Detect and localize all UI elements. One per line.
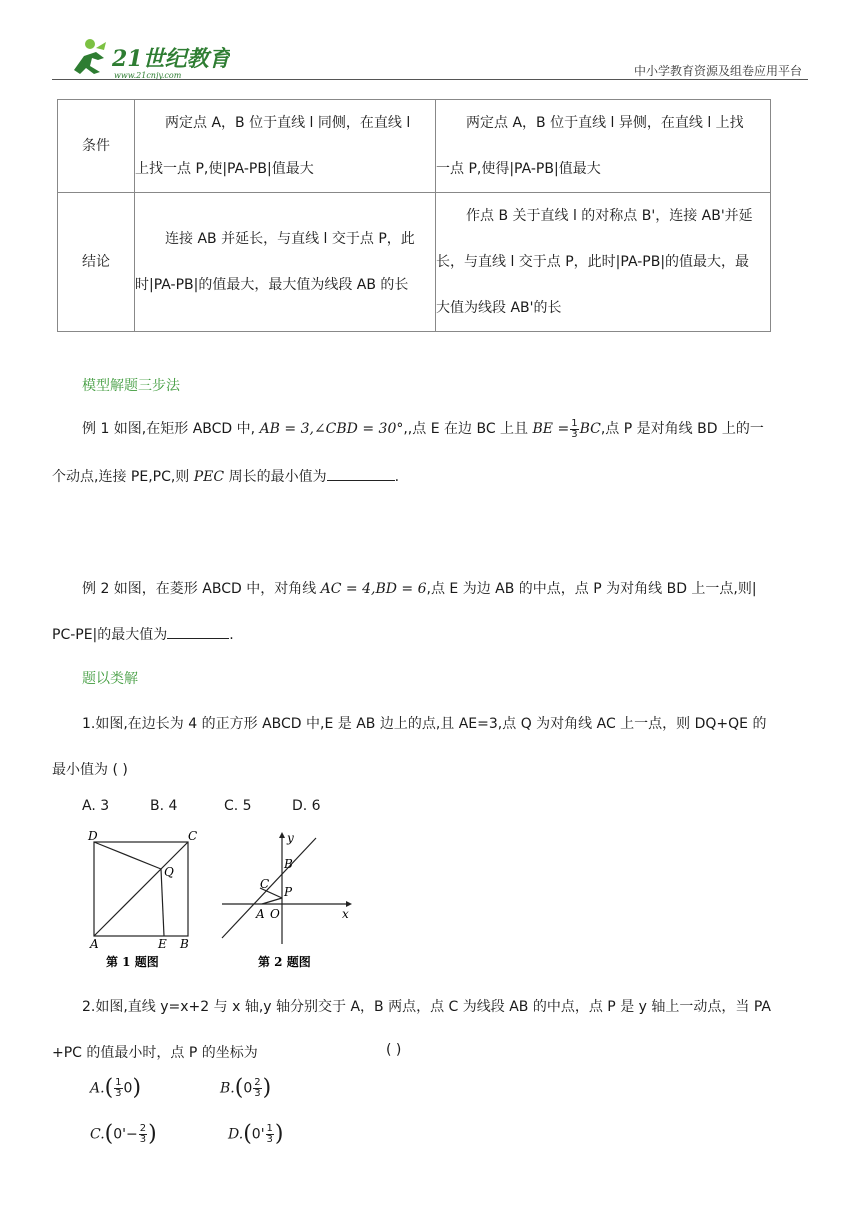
numerator: 2 [254, 1077, 261, 1088]
option-label: D. [228, 1126, 244, 1143]
label-x: x [342, 907, 349, 921]
figure-1-square [84, 826, 204, 972]
header-divider [52, 79, 808, 80]
cell-line: 两定点 A，B 位于直线 l 异侧，在直线 l 上找 [466, 115, 744, 131]
row-header: 结论 [58, 193, 135, 332]
math: AB = 3,∠CBD = 30° [259, 421, 404, 437]
fraction [253, 1078, 261, 1099]
option-b: B. 4 [150, 798, 178, 814]
answer-paren: ( ) [386, 1042, 402, 1058]
text: ,点 E 为边 AB 的中点，点 P 为对角线 BD 上一点,则| [426, 581, 757, 597]
minus-sign: − [126, 1126, 138, 1143]
table-row [58, 193, 771, 332]
denominator: 3 [115, 1088, 122, 1099]
option-d [228, 1121, 284, 1147]
denominator: 3 [571, 428, 578, 440]
question-1-line-1: 1.如图,在边长为 4 的正方形 ABCD 中,E 是 AB 边上的点,且 AE=3,点 Q 为对角线 AC 上一点，则 DQ+QE 的 [82, 716, 767, 732]
option-c [90, 1121, 157, 1147]
fraction [139, 1124, 147, 1145]
option-a: A. 3 [82, 798, 110, 814]
table-row [58, 100, 771, 193]
table-cell [135, 100, 436, 193]
logo-url: www.21cnjy.com [114, 71, 182, 80]
coord-pre: 0 [243, 1080, 253, 1097]
fraction [570, 419, 578, 440]
label-q: Q [164, 865, 174, 879]
text: 个动点,连接 PE,PC,则 [52, 469, 194, 485]
answer-blank [327, 480, 395, 481]
math: PEC [193, 469, 225, 485]
denominator: 3 [139, 1134, 147, 1145]
question-2-line-1: 2.如图,直线 y=x+2 与 x 轴,y 轴分别交于 A，B 两点，点 C 为线段 AB 的中点，点 P 是 y 轴上一动点，当 PA [82, 999, 771, 1015]
label-c: C [188, 829, 198, 843]
cell-line: 两定点 A，B 位于直线 l 同侧，在直线 l [165, 115, 411, 131]
cell-line: 大值为线段 AB'的长 [436, 300, 562, 316]
cell-line: 长，与直线 l 交于点 P，此时|PA-PB|的值最大，最 [436, 254, 750, 270]
cell-line: 上找一点 P,使|PA-PB|值最大 [135, 161, 314, 177]
math: BE = [532, 421, 570, 437]
comparison-table [57, 99, 771, 332]
section-heading: 题以类解 [82, 671, 138, 687]
label-b: B [284, 857, 293, 871]
question-1-line-2: 最小值为 ( ) [52, 762, 128, 778]
section-heading: 模型解题三步法 [82, 378, 180, 394]
fraction [114, 1078, 122, 1099]
label-d: D [88, 829, 98, 843]
text: 例 1 如图,在矩形 ABCD 中, [82, 421, 260, 437]
label-b: B [180, 937, 189, 951]
table-cell [436, 100, 771, 193]
option-label: C. [90, 1126, 105, 1143]
fraction [266, 1124, 274, 1145]
coord-pre: 0' [251, 1126, 265, 1143]
coord-post: 0 [123, 1080, 133, 1097]
paren-open: ( [104, 1121, 114, 1147]
segment-dq [94, 842, 161, 869]
numerator: 1 [266, 1123, 273, 1134]
figure-2-coordinate [218, 826, 358, 972]
label-c: C [260, 877, 270, 891]
site-logo [60, 36, 230, 80]
option-label: B. [220, 1080, 235, 1097]
option-c: C. 5 [224, 798, 252, 814]
text: 周长的最小值为 [224, 469, 327, 485]
example-2-line-2 [52, 624, 234, 644]
text: . [394, 469, 400, 485]
text: 例 2 如图，在菱形 ABCD 中，对角线 [82, 581, 321, 597]
math: BC [579, 421, 601, 437]
diagonal-ac [94, 842, 188, 936]
table-cell [135, 193, 436, 332]
paren-close: ) [274, 1121, 284, 1147]
runner-logo-icon [60, 36, 230, 80]
text: . [229, 627, 234, 643]
numerator: 1 [115, 1077, 122, 1088]
paren-close: ) [262, 1075, 272, 1101]
label-a: A [256, 907, 265, 921]
text: ,点 P 是对角线 BD 上的一 [600, 421, 764, 437]
platform-name: 中小学教育资源及组卷应用平台 [633, 64, 802, 78]
label-a: A [90, 937, 99, 951]
segment-ap [262, 898, 282, 904]
label-o: O [270, 907, 280, 921]
cell-line: 一点 P,使得|PA-PB|值最大 [436, 161, 601, 177]
option-a [90, 1075, 142, 1101]
numerator: 1 [571, 417, 578, 429]
denominator: 3 [266, 1134, 273, 1145]
paren-close: ) [148, 1121, 157, 1147]
paren-close: ) [132, 1075, 142, 1101]
example-1-line-2 [52, 466, 399, 486]
paren-open: ( [243, 1121, 252, 1147]
option-label: A. [90, 1080, 105, 1097]
math: AC = 4,BD = 6 [320, 581, 427, 597]
logo-text: 21世纪教育 [112, 46, 230, 72]
row-header: 条件 [58, 100, 135, 193]
paren-open: ( [104, 1075, 114, 1101]
example-1-line-1 [82, 418, 764, 440]
figure-caption: 第 1 题图 [106, 955, 159, 969]
example-2-line-1 [82, 578, 757, 598]
label-e: E [158, 937, 167, 951]
label-y: y [287, 831, 294, 845]
cell-line: 作点 B 关于直线 l 的对称点 B'，连接 AB'并延 [466, 208, 753, 224]
cell-line: 时|PA-PB|的值最大，最大值为线段 AB 的长 [135, 277, 409, 293]
cell-line: 连接 AB 并延长，与直线 l 交于点 P，此 [165, 231, 415, 247]
question-2-line-2: +PC 的值最小时，点 P 的坐标为 [52, 1045, 258, 1061]
numerator: 2 [139, 1123, 147, 1134]
label-p: P [284, 885, 293, 899]
option-b [220, 1075, 272, 1101]
figure-caption: 第 2 题图 [258, 955, 311, 969]
table-cell [436, 193, 771, 332]
coord-pre: 0' [113, 1126, 127, 1143]
denominator: 3 [254, 1088, 261, 1099]
text: ,,点 E 在边 BC 上且 [403, 421, 533, 437]
y-axis-arrow-icon [279, 832, 285, 838]
answer-blank [167, 638, 229, 639]
option-d: D. 6 [292, 798, 321, 814]
paren-open: ( [234, 1075, 244, 1101]
segment-qe [161, 869, 164, 936]
text: PC-PE|的最大值为 [52, 627, 168, 643]
